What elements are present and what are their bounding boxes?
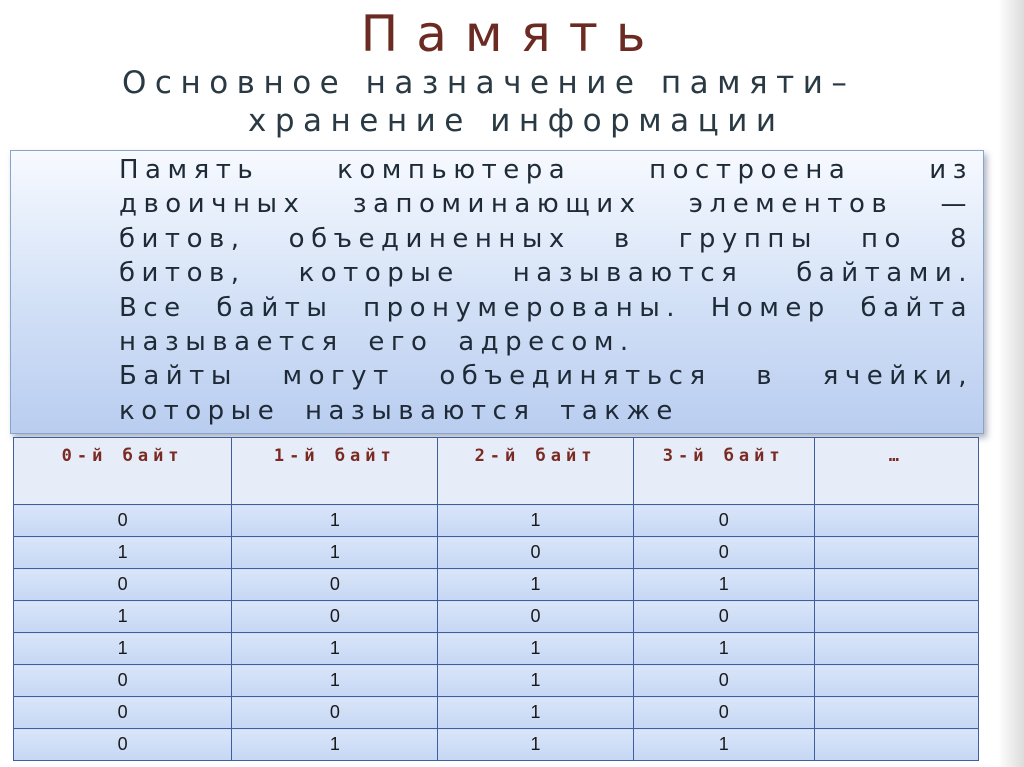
table-cell: 1: [232, 633, 438, 665]
table-row: [14, 601, 979, 633]
table-cell: 1: [438, 569, 633, 601]
table-cell: [814, 729, 978, 761]
slide-subtitle: [122, 64, 1002, 140]
table-cell: 0: [633, 505, 814, 537]
table-cell: 0: [14, 505, 232, 537]
table-cell: 1: [438, 665, 633, 697]
table-header-row: [14, 438, 979, 505]
table-cell: 1: [14, 537, 232, 569]
table-cell: 1: [232, 665, 438, 697]
table-row: [14, 537, 979, 569]
header-byte-2: 2-й байт: [438, 438, 633, 505]
table-cell: [814, 537, 978, 569]
table-cell: [814, 601, 978, 633]
table-cell: 1: [633, 729, 814, 761]
table-row: [14, 697, 979, 729]
table-cell: 1: [232, 505, 438, 537]
table-row: [14, 633, 979, 665]
table-cell: 0: [14, 729, 232, 761]
table-cell: 0: [633, 537, 814, 569]
table-row: [14, 569, 979, 601]
table-cell: 0: [438, 537, 633, 569]
table-cell: 1: [14, 601, 232, 633]
table-row: [14, 665, 979, 697]
table-cell: [814, 569, 978, 601]
subtitle-line-2: хранение информации: [248, 103, 785, 139]
table-row: [14, 505, 979, 537]
text-box: [10, 150, 984, 434]
paragraph-2: Байты могут объединяться в ячейки, которые называются также: [119, 361, 973, 426]
table-cell: 0: [633, 665, 814, 697]
table-cell: 1: [438, 505, 633, 537]
table-cell: 1: [438, 729, 633, 761]
table-cell: 0: [633, 697, 814, 729]
table-cell: 0: [14, 665, 232, 697]
table-cell: 1: [633, 569, 814, 601]
table-cell: 0: [633, 601, 814, 633]
text-body: [67, 153, 973, 428]
byte-table: [13, 437, 979, 761]
table-cell: [814, 665, 978, 697]
header-ellipsis: …: [814, 438, 978, 505]
table-cell: 0: [14, 697, 232, 729]
table-cell: 0: [232, 697, 438, 729]
table-cell: 1: [14, 633, 232, 665]
table-cell: [814, 633, 978, 665]
table-cell: 0: [232, 601, 438, 633]
table-cell: [814, 505, 978, 537]
table-cell: 1: [633, 633, 814, 665]
table-cell: 0: [438, 601, 633, 633]
header-byte-0: 0-й байт: [14, 438, 232, 505]
table-cell: 1: [232, 729, 438, 761]
table-row: [14, 729, 979, 761]
table-cell: 1: [232, 537, 438, 569]
table-cell: 1: [438, 697, 633, 729]
header-byte-3: 3-й байт: [633, 438, 814, 505]
slide-title: Память: [360, 5, 664, 63]
paragraph-1: Память компьютера построена из двоичных запоминающих элементов — битов, объединенных в группы по 8 битов, которые называются байтами. Все байты пронумерованы. Номер байта называется его адресом.: [119, 155, 973, 358]
table-cell: 1: [438, 633, 633, 665]
subtitle-line-1: Основное назначение памяти–: [122, 65, 856, 101]
table-cell: [814, 697, 978, 729]
table-cell: 0: [14, 569, 232, 601]
header-byte-1: 1-й байт: [232, 438, 438, 505]
table-cell: 0: [232, 569, 438, 601]
